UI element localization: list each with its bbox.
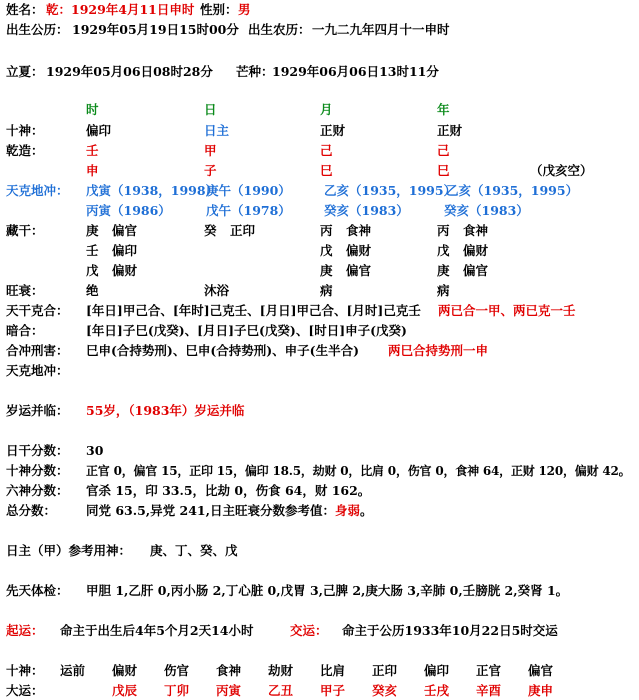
- hechong-label: 合冲刑害：: [6, 343, 69, 358]
- liuqin-score-value: 官杀 15，印 33.5，比劫 0，伤食 64，财 162。: [86, 483, 371, 498]
- canggan-hour-3-stem: 戊: [86, 263, 99, 278]
- pillar-header-hour: 时: [86, 102, 99, 117]
- total-score-label: 总分数：: [6, 503, 57, 518]
- canggan-month-2-god: 偏财: [346, 243, 372, 258]
- dayun-pillar-7: 壬戌: [424, 683, 450, 698]
- rigan-score-label: 日干分数：: [6, 443, 69, 458]
- tkdc-month-1: 乙亥（1935，1995）: [324, 183, 457, 198]
- dayun-pillar-6: 癸亥: [372, 683, 398, 698]
- wangshuai-day: 沐浴: [204, 283, 230, 298]
- canggan-day-1-god: 正印: [230, 223, 256, 238]
- total-score-end: 。: [359, 503, 373, 518]
- tiangan-value: [年日]甲己合、[年时]己克壬、[月日]甲己合、[月时]己克壬: [86, 303, 421, 318]
- lunar-value: 一九二九年四月十一申时: [312, 22, 450, 37]
- canggan-year-1-god: 食神: [463, 223, 489, 238]
- dayun-shishen-0: 运前: [60, 663, 86, 678]
- pillar-header-month: 月: [320, 102, 333, 117]
- tkdc-day-1: 庚午（1990）: [206, 183, 291, 198]
- dayun-pillar-5: 甲子: [320, 683, 346, 698]
- dayun-pillar-8: 辛酉: [476, 683, 502, 698]
- canggan-hour-2-stem: 壬: [86, 243, 99, 258]
- total-score-result: 身弱: [334, 503, 360, 518]
- dayun-shishen-label: 十神：: [6, 663, 44, 678]
- lunar-label: 出生农历：: [248, 22, 311, 37]
- branch-month: 巳: [320, 163, 333, 178]
- dayun-shishen-9: 偏官: [528, 663, 554, 678]
- solar-value: 1929年05月19日15时00分: [72, 22, 239, 37]
- suiyun-value: 55岁，（1983年）岁运并临: [86, 403, 245, 418]
- dayun-pillar-2: 丁卯: [164, 683, 190, 698]
- pillar-header-year: 年: [437, 102, 450, 117]
- yongshen-value: 庚、丁、癸、戊: [150, 543, 238, 558]
- pillar-header-day: 日: [204, 102, 217, 117]
- mangzhong-label: 芒种：: [236, 64, 274, 79]
- dayun-pillar-9: 庚申: [528, 683, 554, 698]
- shishen-year: 正财: [437, 123, 463, 138]
- branch-year: 巳: [437, 163, 450, 178]
- tkdc-year-2: 癸亥（1983）: [444, 203, 529, 218]
- tiangan-note: 两已合一甲、两已克一壬: [438, 303, 576, 318]
- rigan-score-value: 30: [86, 443, 104, 458]
- wangshuai-label: 旺衰：: [6, 283, 44, 298]
- anhe-label: 暗合：: [6, 323, 44, 338]
- branch-day: 子: [204, 163, 217, 178]
- dayun-shishen-6: 正印: [372, 663, 398, 678]
- kongwang: （戊亥空）: [530, 163, 593, 178]
- shishen-day: 日主: [204, 123, 230, 138]
- shishen-label: 十神：: [6, 123, 44, 138]
- wangshuai-year: 病: [437, 283, 450, 298]
- tkdc-hour-1: 戊寅（1938，1998）: [86, 183, 219, 198]
- hechong-value: 巳申(合持势刑)、巳申(合持势刑)、申子(生半合): [86, 343, 359, 358]
- dayun-shishen-5: 比肩: [320, 663, 346, 678]
- stem-month: 己: [320, 143, 333, 158]
- dayun-shishen-1: 偏财: [112, 663, 138, 678]
- tiankedichong-label: 天克地冲：: [6, 183, 69, 198]
- tiangan-label: 天干克合：: [6, 303, 69, 318]
- jiaoyun-value: 命主于公历1933年10月22日5时交运: [342, 623, 558, 638]
- branch-hour: 申: [86, 163, 99, 178]
- dayun-shishen-3: 食神: [216, 663, 242, 678]
- gender-value: 男: [238, 2, 251, 17]
- canggan-label: 藏干：: [6, 223, 44, 238]
- lixia-label: 立夏：: [6, 64, 44, 79]
- dayun-shishen-2: 伤官: [164, 663, 190, 678]
- canggan-year-2-god: 偏财: [463, 243, 489, 258]
- qianzao-label: 乾造：: [6, 143, 44, 158]
- name-label: 姓名：: [6, 2, 44, 17]
- qiyun-value: 命主于出生后4年5个月2天14小时: [60, 623, 254, 638]
- dayun-pillar-1: 戊辰: [112, 683, 138, 698]
- canggan-month-3-god: 偏官: [346, 263, 372, 278]
- tkdc-year-1: 乙亥（1935，1995）: [446, 183, 579, 198]
- canggan-month-3-stem: 庚: [320, 263, 333, 278]
- shishen-score-label: 十神分数：: [6, 463, 69, 478]
- stem-year: 己: [437, 143, 450, 158]
- dayun-pillar-3: 丙寅: [216, 683, 242, 698]
- stem-day: 甲: [204, 143, 217, 158]
- dayun-pillar-4: 乙丑: [268, 683, 294, 698]
- solar-label: 出生公历：: [6, 22, 69, 37]
- canggan-year-1-stem: 丙: [437, 223, 450, 238]
- tkdc-day-2: 戊午（1978）: [206, 203, 291, 218]
- qiyun-label: 起运：: [6, 623, 44, 638]
- anhe-value: [年日]子巳(戊癸)、[月日]子巳(戊癸)、[时日]申子(戊癸): [86, 323, 407, 338]
- canggan-hour-2-god: 偏印: [112, 243, 138, 258]
- tijian-value: 甲胆 1,乙肝 0,丙小肠 2,丁心脏 0,戊胃 3,己脾 2,庚大肠 3,辛肺 0,壬膀胱 2,癸肾 1。: [86, 583, 569, 598]
- dayun-shishen-8: 正官: [476, 663, 502, 678]
- dayun-label: 大运：: [6, 683, 44, 698]
- shishen-hour: 偏印: [86, 123, 112, 138]
- tiankedichong2-label: 天克地冲：: [6, 363, 69, 378]
- wangshuai-month: 病: [320, 283, 333, 298]
- canggan-day-1-stem: 癸: [204, 223, 217, 238]
- gender-label: 性别：: [200, 2, 238, 17]
- jiaoyun-label: 交运：: [290, 623, 328, 638]
- wangshuai-hour: 绝: [86, 283, 99, 298]
- canggan-month-2-stem: 戊: [320, 243, 333, 258]
- yongshen-label: 日主（甲）参考用神：: [6, 543, 132, 558]
- shishen-month: 正财: [320, 123, 346, 138]
- dayun-shishen-4: 劫财: [268, 663, 294, 678]
- tkdc-month-2: 癸亥（1983）: [324, 203, 409, 218]
- canggan-hour-1-god: 偏官: [112, 223, 138, 238]
- lixia-value: 1929年05月06日08时28分: [46, 64, 213, 79]
- mangzhong-value: 1929年06月06日13时11分: [272, 64, 439, 79]
- suiyun-label: 岁运并临：: [6, 403, 69, 418]
- canggan-month-1-stem: 丙: [320, 223, 333, 238]
- tijian-label: 先天体检：: [6, 583, 69, 598]
- canggan-year-3-god: 偏官: [463, 263, 489, 278]
- canggan-year-2-stem: 戊: [437, 243, 450, 258]
- dayun-shishen-7: 偏印: [424, 663, 450, 678]
- liuqin-score-label: 六神分数：: [6, 483, 69, 498]
- canggan-year-3-stem: 庚: [437, 263, 450, 278]
- canggan-hour-1-stem: 庚: [86, 223, 99, 238]
- canggan-hour-3-god: 偏财: [112, 263, 138, 278]
- total-score-value: 同党 63.5,异党 241,日主旺衰分数参考值：: [86, 503, 335, 518]
- hechong-note: 两巳合持势刑一申: [388, 343, 489, 358]
- name-value: 乾：1929年4月11日申时: [46, 2, 195, 17]
- canggan-month-1-god: 食神: [346, 223, 372, 238]
- stem-hour: 壬: [86, 143, 99, 158]
- tkdc-hour-2: 丙寅（1986）: [86, 203, 171, 218]
- shishen-score-value: 正官 0，偏官 15，正印 15，偏印 18.5，劫财 0，比肩 0，伤官 0，食神 64，正财 120，偏财 42。: [86, 464, 631, 478]
